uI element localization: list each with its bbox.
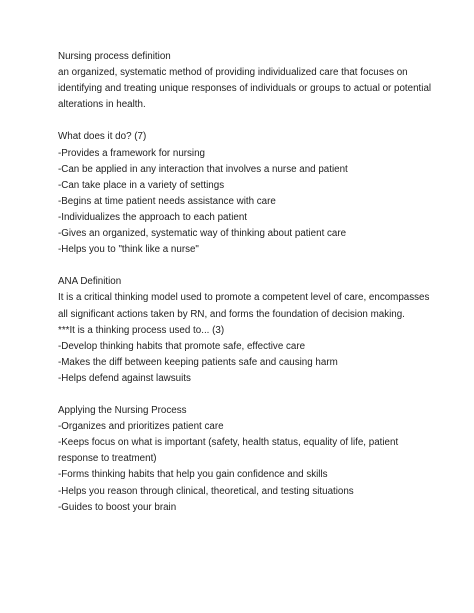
list-item: -Provides a framework for nursing (58, 147, 206, 159)
section-applying-nursing-process (58, 403, 418, 516)
section-heading: Applying the Nursing Process (58, 405, 187, 417)
section-heading: Nursing process definition (58, 51, 171, 62)
body-line: an organized, systematic method of providing individualized care that focuses on (58, 67, 408, 79)
list-item: -Develop thinking habits that promote safe, effective care (58, 340, 306, 352)
body-line: alterations in health. (58, 99, 146, 111)
list-item: -Forms thinking habits that help you gain confidence and skills (58, 469, 328, 481)
section-nursing-process-definition (58, 49, 432, 113)
list-item: -Organizes and prioritizes patient care (58, 421, 224, 433)
body-line: ***It is a thinking process used to... (3) (58, 324, 225, 336)
body-line: It is a critical thinking model used to promote a competent level of care, encompasses (58, 292, 430, 304)
list-item: -Begins at time patient needs assistance with care (58, 195, 276, 207)
list-item: -Helps you reason through clinical, theoretical, and testing situations (58, 485, 354, 497)
list-item: -Gives an organized, systematic way of thinking about patient care (58, 228, 347, 240)
document-body (58, 49, 432, 516)
list-item: -Helps defend against lawsuits (58, 372, 191, 384)
section-heading: What does it do? (7) (58, 131, 147, 143)
section-heading: ANA Definition (58, 276, 122, 288)
list-item: -Makes the diff between keeping patients safe and causing harm (58, 356, 338, 368)
list-item: -Keeps focus on what is important (safety, health status, equality of life, patient (58, 437, 399, 449)
list-item: response to treatment) (58, 453, 157, 465)
list-item: -Helps you to "think like a nurse" (58, 244, 199, 256)
section-what-does-it-do (58, 129, 418, 258)
body-line: all significant actions taken by RN, and forms the foundation of decision making. (58, 308, 405, 320)
list-item: -Can be applied in any interaction that involves a nurse and patient (58, 163, 348, 175)
list-item: -Individualizes the approach to each patient (58, 211, 247, 223)
section-ana-definition (58, 274, 430, 387)
list-item: -Can take place in a variety of settings (58, 179, 225, 191)
body-line: identifying and treating unique responses of individuals or groups to actual or potential (58, 83, 432, 95)
list-item: -Guides to boost your brain (58, 501, 177, 513)
